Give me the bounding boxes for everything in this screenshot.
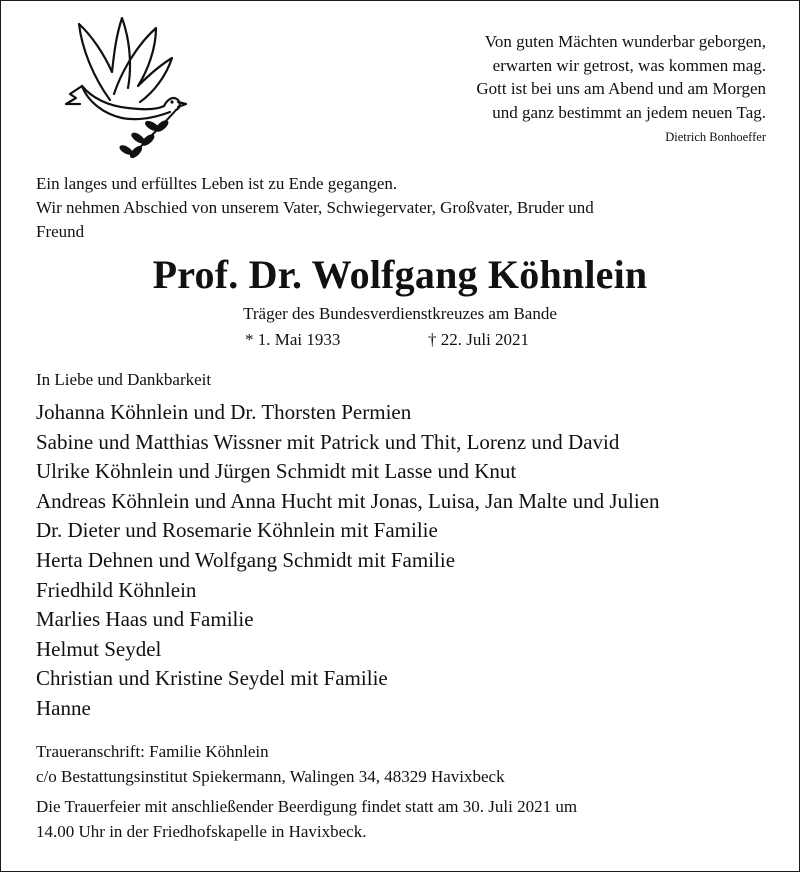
mourners-list [36,398,660,724]
mourner-entry: Hanne [36,695,91,720]
birth-date: * 1. Mai 1933 [245,330,341,349]
mourner-entry: Herta Dehnen und Wolfgang Schmidt mit Familie [36,547,456,572]
funeral-notice [36,795,776,844]
address-line: c/o Bestattungsinstitut Spiekermann, Walingen 34, 48329 Havixbeck [36,766,505,786]
quote-author: Dietrich Bonhoeffer [665,130,766,144]
quote-line: Gott ist bei uns am Abend und am Morgen [476,79,766,98]
intro-line: Ein langes und erfülltes Leben ist zu Ende gegangen. [36,174,398,193]
mourning-address [36,740,505,789]
deceased-name: Prof. Dr. Wolfgang Köhnlein [152,252,648,297]
mourner-entry: Marlies Haas und Familie [36,607,254,632]
mourner-entry: Helmut Seydel [36,636,162,661]
quote-line: erwarten wir getrost, was kommen mag. [492,55,766,75]
mourner-entry: Christian und Kristine Seydel mit Familie [36,666,388,691]
quote-line: und ganz bestimmt an jedem neuen Tag. [492,102,766,122]
dove-with-olive-branch-icon [52,14,192,164]
funeral-line: 14.00 Uhr in der Friedhofskapelle in Havixbeck. [36,821,367,841]
address-line: Traueranschrift: Familie Köhnlein [36,742,269,761]
mourner-entry: Andreas Köhnlein und Anna Hucht mit Jonas, Luisa, Jan Malte und Julien [36,488,660,513]
mourning-heading: In Liebe und Dankbarkeit [36,370,212,389]
mourner-entry: Ulrike Köhnlein und Jürgen Schmidt mit Lasse und Knut [36,459,517,484]
bonhoeffer-quote [346,30,766,146]
intro-line: Wir nehmen Abschied von unserem Vater, Schwiegervater, Großvater, Bruder und [36,198,594,217]
mourner-entry: Dr. Dieter und Rosemarie Köhnlein mit Familie [36,518,438,543]
mourner-entry: Friedhild Köhnlein [36,577,197,602]
intro-line: Freund [36,222,85,241]
quote-line: Von guten Mächten wunderbar geborgen, [484,32,766,51]
mourner-entry: Sabine und Matthias Wissner mit Patrick und Thit, Lorenz und David [36,429,620,454]
funeral-line: Die Trauerfeier mit anschließender Beerdigung findet statt am 30. Juli 2021 um [36,797,578,816]
mourner-entry: Johanna Köhnlein und Dr. Thorsten Permien [36,400,412,424]
death-date: † 22. Juli 2021 [428,330,530,349]
life-dates [0,328,800,354]
deceased-honor: Träger des Bundesverdienstkreuzes am Bande [243,304,557,323]
intro-text [36,172,776,244]
